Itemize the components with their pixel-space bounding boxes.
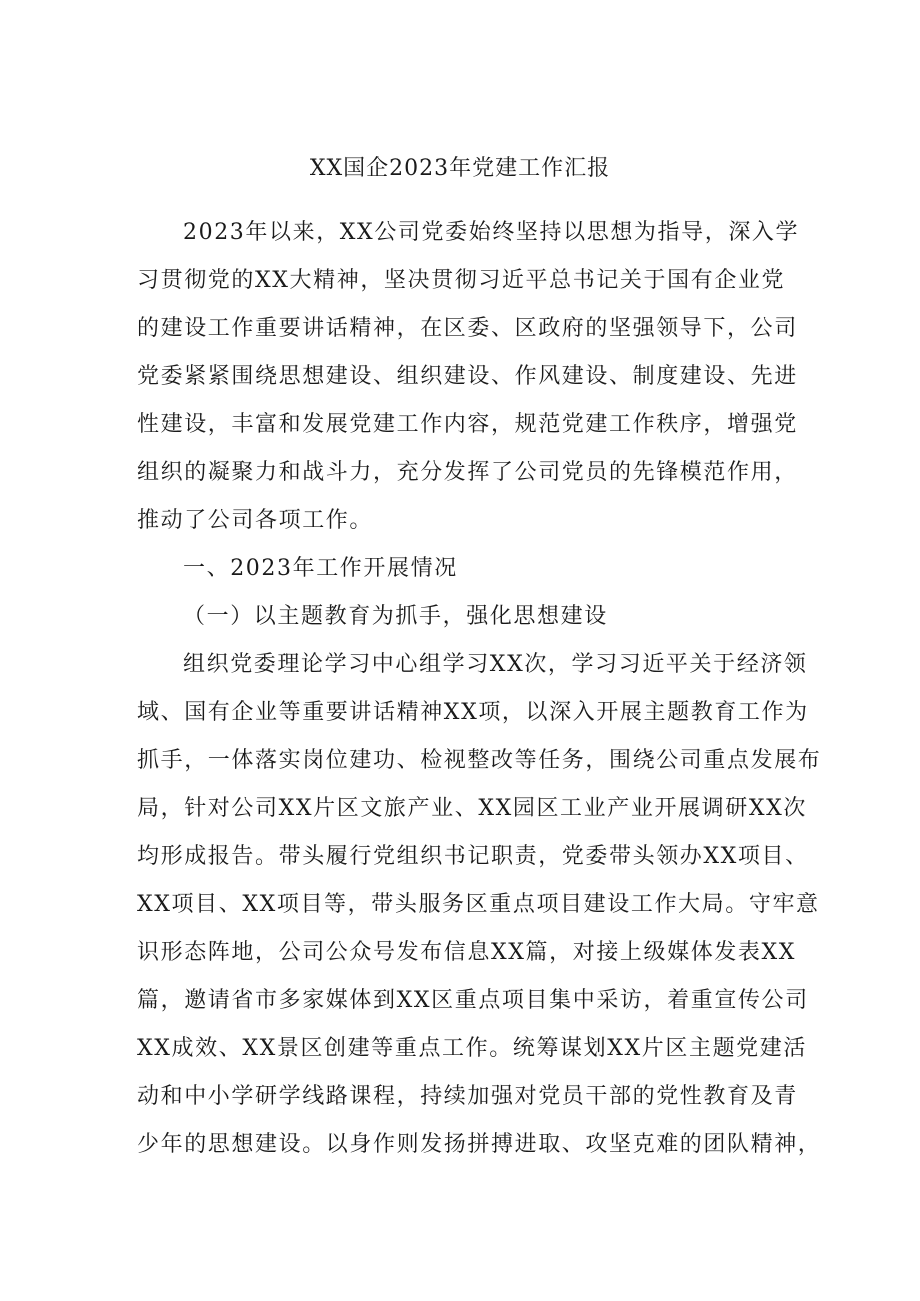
intro-line-1: 2023年以来，XX公司党委始终坚持以思想为指导，深入学 [183,220,800,245]
section-heading: 一、2023年工作开展情况 [183,556,458,581]
subsection-heading: （一）以主题教育为抓手，强化思想建设 [183,604,608,629]
intro-line-3: 的建设工作重要讲话精神，在区委、区政府的坚强领导下，公司 [137,316,798,341]
intro-line-7: 推动了公司各项工作。 [137,508,374,533]
intro-line-2: 习贯彻党的XX大精神，坚决贯彻习近平总书记关于国有企业党 [137,268,786,293]
intro-line-4: 党委紧紧围绕思想建设、组织建设、作风建设、制度建设、先进 [137,364,798,389]
body-line-3: 抓手，一体落实岗位建功、检视整改等任务，围绕公司重点发展布 [137,748,822,773]
body-line-11: 少年的思想建设。以身作则发扬拼搏进取、攻坚克难的团队精神， [137,1132,822,1157]
body-line-9: XX成效、XX景区创建等重点工作。统筹谋划XX片区主题党建活 [137,1036,807,1061]
body-line-7: 识形态阵地，公司公众号发布信息XX篇，对接上级媒体发表XX [137,940,797,965]
intro-line-6: 组织的凝聚力和战斗力，充分发挥了公司党员的先锋模范作用， [137,460,798,485]
body-line-2: 域、国有企业等重要讲话精神XX项，以深入开展主题教育工作为 [137,700,809,725]
body-line-5: 均形成报告。带头履行党组织书记职责，党委带头领办XX项目、 [137,844,809,869]
body-line-10: 动和中小学研学线路课程，持续加强对党员干部的党性教育及青 [137,1084,798,1109]
body-line-8: 篇，邀请省市多家媒体到XX区重点项目集中采访，着重宣传公司 [137,988,809,1013]
body-line-1: 组织党委理论学习中心组学习XX次，学习习近平关于经济领 [183,652,808,677]
body-line-6: XX项目、XX项目等，带头服务区重点项目建设工作大局。守牢意 [137,892,820,917]
body-line-4: 局，针对公司XX片区文旅产业、XX园区工业产业开展调研XX次 [137,796,807,821]
document-title: XX国企2023年党建工作汇报 [309,156,611,181]
intro-line-5: 性建设，丰富和发展党建工作内容，规范党建工作秩序，增强党 [137,412,798,437]
